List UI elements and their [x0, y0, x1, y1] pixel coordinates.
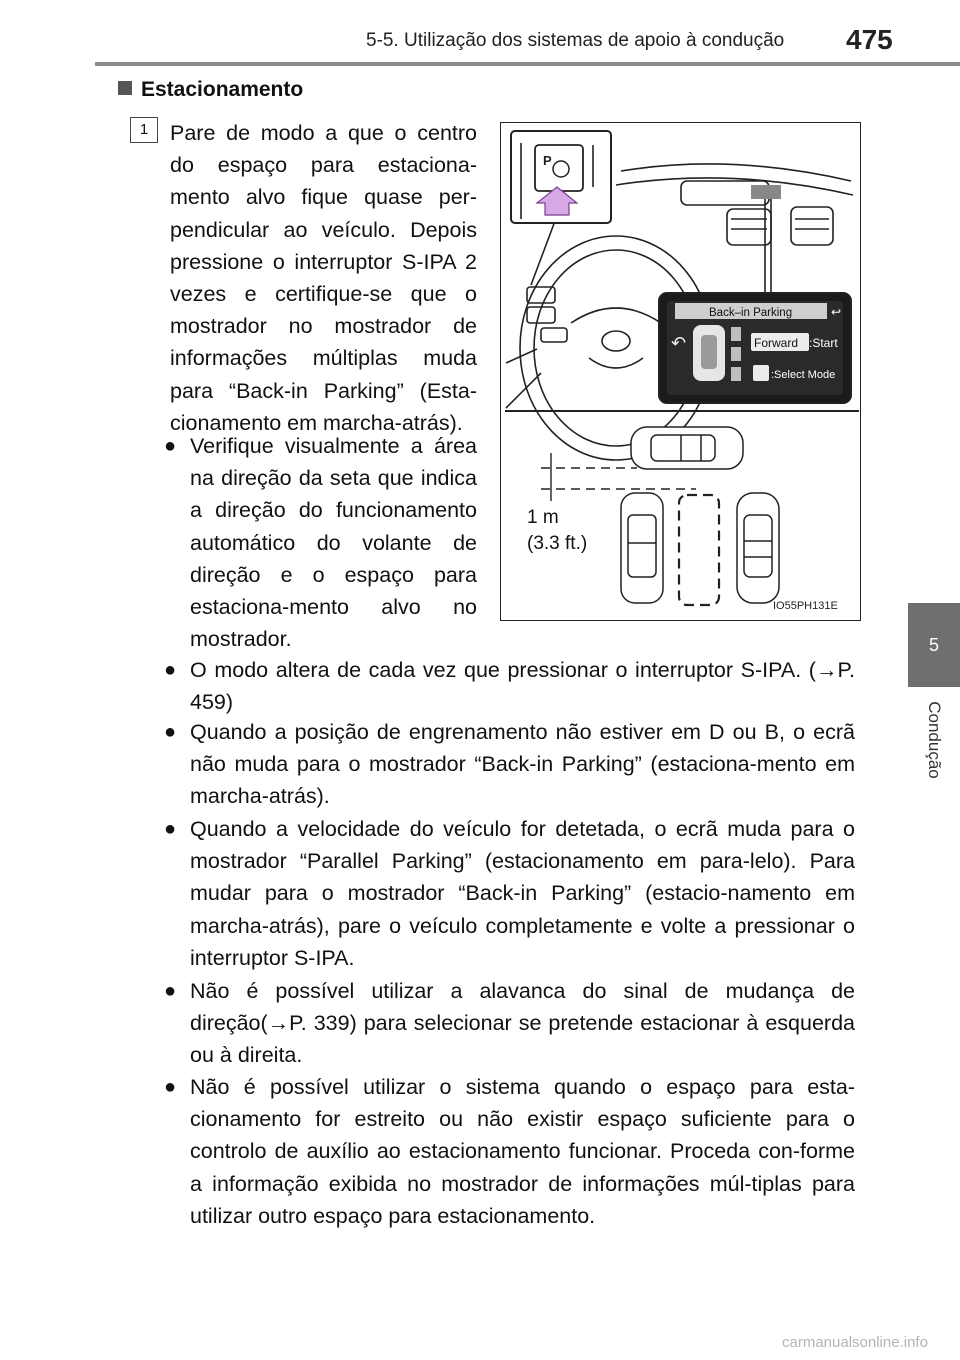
section-heading: [118, 78, 303, 102]
chapter-tab: 5: [908, 603, 960, 687]
bullet-text: Não é possível utilizar a alavanca do sinal de mudança de direção(→P. 339) para selecionar se pretende estacionar à esquerda ou à direita.: [190, 979, 855, 1068]
switch-label: P: [543, 153, 552, 168]
switch-inset: [511, 131, 611, 223]
distance-label: [527, 505, 587, 557]
bullet-item: [164, 975, 855, 1072]
filled-circle-icon: ●: [164, 818, 177, 840]
step-text: Pare de modo a que o centro do espaço para estaciona-mento alvo fique quase per-pendicular ao veículo. Depois pressione o interruptor S-IPA 2 vezes e certifique-se que o mostrador no mostrador de informações múltiplas muda para “Back-in Parking” (Esta-cionamento em marcha-atrás).: [170, 121, 477, 435]
filled-circle-icon: ●: [164, 1076, 177, 1098]
bullet-item: [164, 813, 855, 974]
start-label: :Start: [809, 336, 838, 350]
distance-label-m: 1 m: [527, 507, 559, 528]
forward-button-label: Forward: [754, 336, 799, 350]
bullet-text: Verifique visualmente a área na direção da seta que indica a direção do funcionamento automático do volante de direção e o espaço para estaciona-mento alvo no mostrador.: [190, 434, 477, 652]
distance-label-ft: (3.3 ft.): [527, 533, 588, 554]
step-badge: 1: [130, 117, 158, 143]
bullet-text: Quando a velocidade do veículo for detetada, o ecrã muda para o mostrador “Parallel Parking” (estacionamento em para-lelo). Para mudar para o mostrador “Back-in Parking” (estacio-namento em marcha-atrás), pare o veículo completamente e volte a pressionar o interruptor S-IPA.: [190, 817, 855, 970]
curved-arrow-icon: ↶: [671, 333, 687, 353]
bullet-item: [164, 430, 477, 655]
square-icon: [118, 81, 132, 95]
multi-info-display: [659, 293, 851, 403]
bullet-text: Quando a posição de engrenamento não estiver em D ou B, o ecrã não muda para o mostrador “Back-in Parking” (estaciona-mento em marcha-atrás).: [190, 720, 855, 809]
chapter-label: Condução: [925, 701, 944, 779]
page-number: 475: [846, 24, 893, 55]
bullet-item: [164, 654, 855, 718]
bullet-item: [164, 1071, 855, 1232]
bullet-item: [164, 716, 855, 813]
filled-circle-icon: ●: [164, 659, 177, 681]
section-heading-text: Estacionamento: [141, 78, 304, 101]
bullet-text: O modo altera de cada vez que pressionar o interruptor S-IPA. (→P. 459): [190, 658, 855, 715]
return-arrow-icon: ↩: [831, 305, 842, 319]
filled-circle-icon: ●: [164, 721, 177, 743]
header-rule: [95, 62, 960, 66]
display-title: Back–in Parking: [709, 307, 793, 319]
filled-circle-icon: ●: [164, 980, 177, 1002]
header-title: 5-5. Utilização dos sistemas de apoio à condução: [366, 30, 785, 51]
figure-code: IO55PH131E: [773, 600, 838, 612]
bullet-text: Não é possível utilizar o sistema quando o espaço para esta-cionamento for estreito ou não existir espaço suficiente para o controlo de auxílio ao estacionamento funcionar. Proceda con-forme a informação exibida no mostrador de informações múl-tiplas para utilizar outro espaço para estacionamento.: [190, 1075, 855, 1228]
illustration-figure: [500, 122, 861, 621]
select-mode-label: :Select Mode: [771, 369, 836, 381]
filled-circle-icon: ●: [164, 435, 177, 457]
watermark: carmanualsonline.info: [782, 1334, 928, 1351]
